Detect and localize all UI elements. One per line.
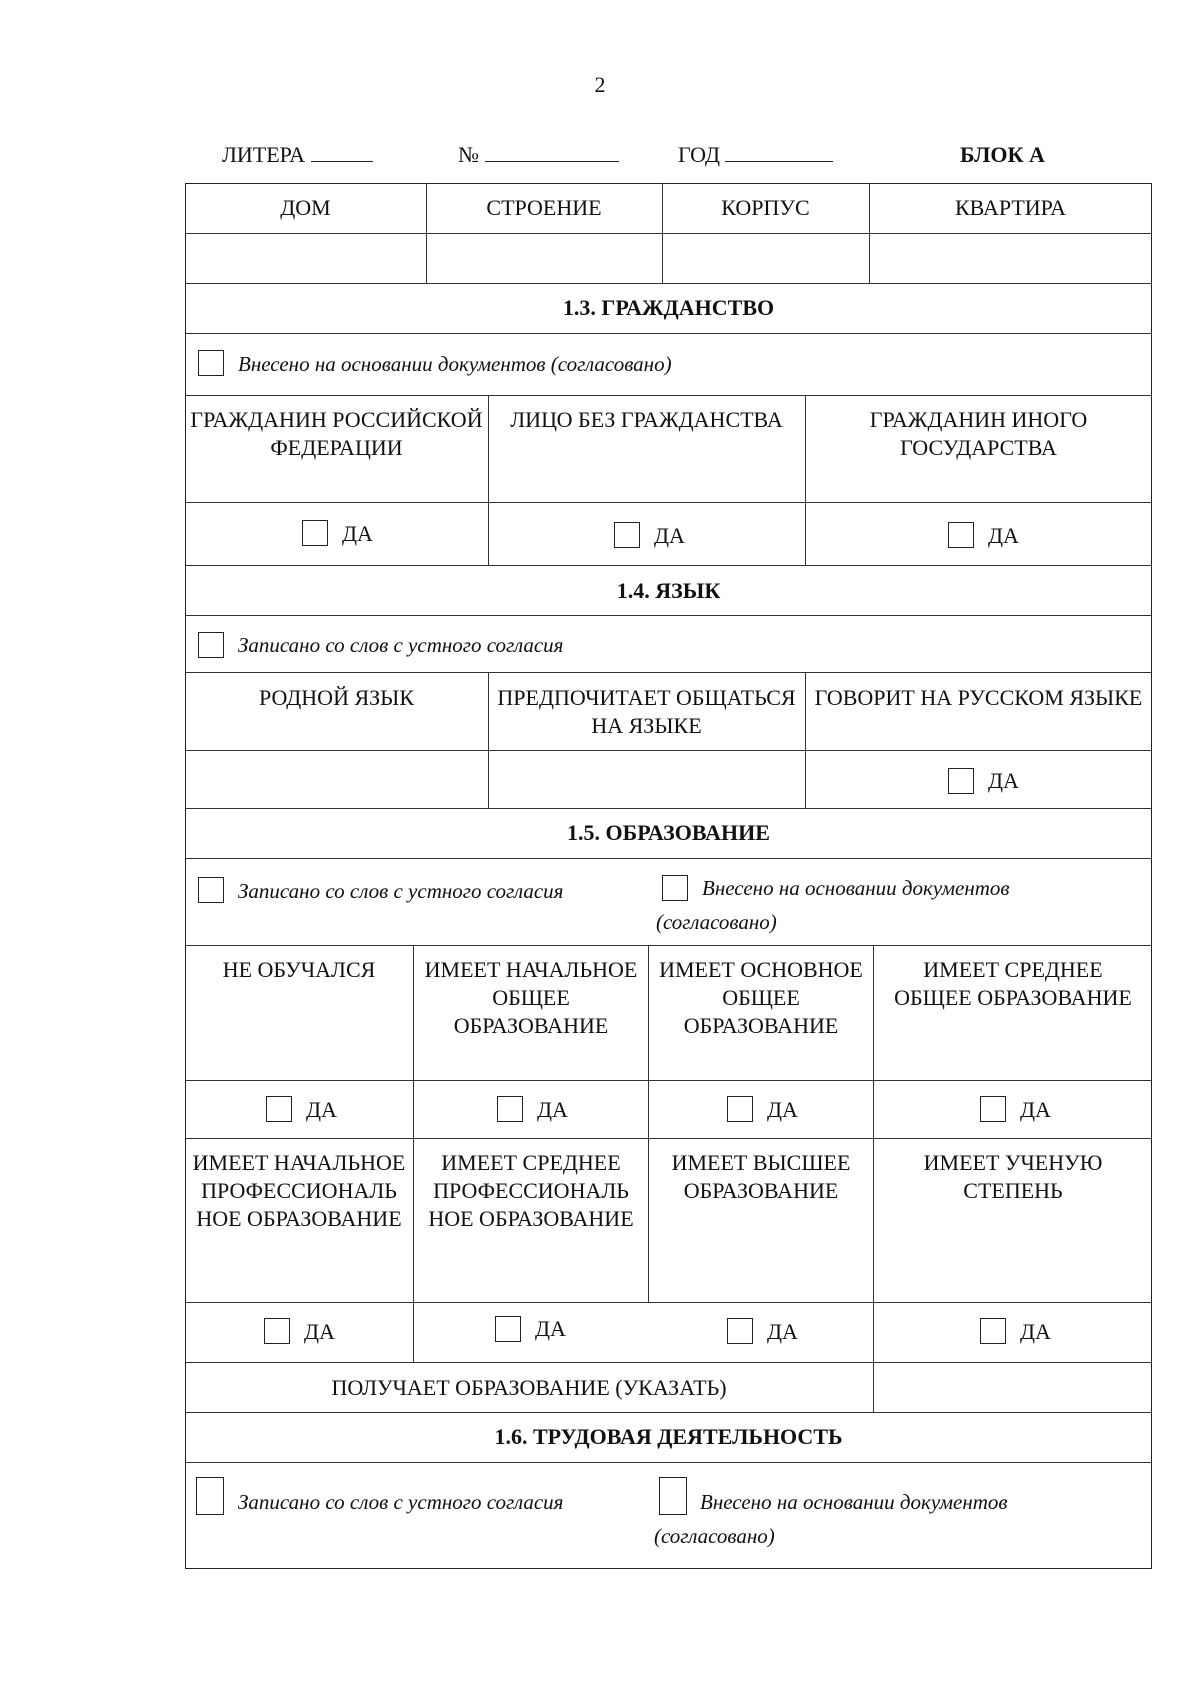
foreign-citizen-checkbox[interactable] [948,522,974,548]
education-docs-note: Внесено на основании документов [702,876,1010,900]
header-preferred-language: ПРЕДПОЧИТАЕТ ОБЩАТЬСЯ НА ЯЗЫКЕ [497,685,796,738]
edu-secondary-general-yes: ДА [1020,1097,1051,1122]
language-oral-checkbox[interactable] [198,632,224,658]
employment-docs-note: Внесено на основании документов [700,1490,1008,1514]
edu-primary-vocational-yes: ДА [304,1319,335,1344]
litera-label: ЛИТЕРА [222,142,305,167]
litera-blank[interactable] [311,143,373,162]
litera-field [222,142,373,168]
russian-citizen-yes: ДА [342,521,373,546]
education-oral-checkbox[interactable] [198,877,224,903]
option-russian-citizen: ГРАЖДАНИН РОССИЙСКОЙ ФЕДЕРАЦИИ [190,407,483,460]
number-label: № [458,142,479,167]
edu-secondary-general: ИМЕЕТ СРЕДНЕЕ ОБЩЕЕ ОБРАЗОВАНИЕ [894,957,1132,1010]
section-title-education: 1.5. ОБРАЗОВАНИЕ [567,820,770,845]
employment-oral-checkbox[interactable] [196,1477,224,1515]
stateless-yes: ДА [654,523,685,548]
address-input-korpus[interactable] [663,234,868,282]
edu-none: НЕ ОБУЧАЛСЯ [222,957,376,982]
option-foreign-citizen: ГРАЖДАНИН ИНОГО ГОСУДАРСТВА [869,407,1088,460]
edu-higher: ИМЕЕТ ВЫСШЕЕ ОБРАЗОВАНИЕ [671,1150,851,1203]
education-docs-checkbox[interactable] [662,875,688,901]
education-docs-note-2: (согласовано) [656,910,777,934]
edu-current-input[interactable] [874,1363,1151,1411]
edu-basic-general: ИМЕЕТ ОСНОВНОЕ ОБЩЕЕ ОБРАЗОВАНИЕ [659,957,863,1038]
option-stateless: ЛИЦО БЕЗ ГРАЖДАНСТВА [510,407,783,432]
speaks-russian-checkbox[interactable] [948,768,974,794]
section-title-language: 1.4. ЯЗЫК [616,578,721,603]
language-oral-note: Записано со слов с устного согласия [238,633,564,657]
edu-primary-general: ИМЕЕТ НАЧАЛЬНОЕ ОБЩЕЕ ОБРАЗОВАНИЕ [424,957,638,1038]
edu-primary-general-checkbox[interactable] [497,1096,523,1122]
section-title-citizenship: 1.3. ГРАЖДАНСТВО [562,295,775,320]
address-input-building[interactable] [427,234,661,282]
year-field [678,142,833,168]
address-input-apartment[interactable] [870,234,1151,282]
header-native-language: РОДНОЙ ЯЗЫК [258,685,415,710]
edu-higher-checkbox[interactable] [727,1318,753,1344]
citizenship-docs-note: Внесено на основании документов (согласовано) [238,352,672,376]
employment-oral-note: Записано со слов с устного согласия [238,1490,564,1514]
edu-secondary-vocational-yes: ДА [535,1316,566,1341]
edu-primary-general-yes: ДА [537,1097,568,1122]
address-input-house[interactable] [186,234,425,282]
address-header-apartment: КВАРТИРА [955,195,1066,220]
edu-primary-vocational: ИМЕЕТ НАЧАЛЬНОЕ ПРОФЕССИОНАЛЬ НОЕ ОБРАЗОВАНИЕ [192,1150,406,1231]
edu-higher-yes: ДА [767,1319,798,1344]
education-oral-note: Записано со слов с устного согласия [238,879,564,903]
native-language-input[interactable] [186,751,487,807]
block-label: БЛОК А [960,142,1045,167]
edu-secondary-vocational: ИМЕЕТ СРЕДНЕЕ ПРОФЕССИОНАЛЬ НОЕ ОБРАЗОВАНИЕ [428,1150,634,1231]
employment-docs-checkbox[interactable] [659,1477,687,1515]
edu-none-yes: ДА [306,1097,337,1122]
number-field [458,142,619,168]
stateless-checkbox[interactable] [614,522,640,548]
foreign-citizen-yes: ДА [988,523,1019,548]
number-blank[interactable] [485,143,619,162]
edu-basic-general-checkbox[interactable] [727,1096,753,1122]
edu-academic-degree-yes: ДА [1020,1319,1051,1344]
section-title-employment: 1.6. ТРУДОВАЯ ДЕЯТЕЛЬНОСТЬ [494,1424,843,1449]
edu-current-label: ПОЛУЧАЕТ ОБРАЗОВАНИЕ (УКАЗАТЬ) [331,1375,727,1400]
year-label: ГОД [678,142,720,167]
header-speaks-russian: ГОВОРИТ НА РУССКОМ ЯЗЫКЕ [814,685,1143,710]
edu-none-checkbox[interactable] [266,1096,292,1122]
preferred-language-input[interactable] [489,751,804,807]
speaks-russian-yes: ДА [988,768,1019,793]
edu-academic-degree: ИМЕЕТ УЧЕНУЮ СТЕПЕНЬ [923,1150,1103,1203]
edu-academic-degree-checkbox[interactable] [980,1318,1006,1344]
edu-secondary-vocational-checkbox[interactable] [495,1316,521,1342]
russian-citizen-checkbox[interactable] [302,520,328,546]
edu-basic-general-yes: ДА [767,1097,798,1122]
year-blank[interactable] [725,143,833,162]
employment-docs-note-2: (согласовано) [654,1524,775,1548]
address-header-korpus: КОРПУС [721,195,810,220]
citizenship-docs-checkbox[interactable] [198,350,224,376]
edu-secondary-general-checkbox[interactable] [980,1096,1006,1122]
address-header-building: СТРОЕНИЕ [486,195,602,220]
edu-primary-vocational-checkbox[interactable] [264,1318,290,1344]
page-number: 2 [594,72,606,97]
address-header-house: ДОМ [280,195,331,220]
